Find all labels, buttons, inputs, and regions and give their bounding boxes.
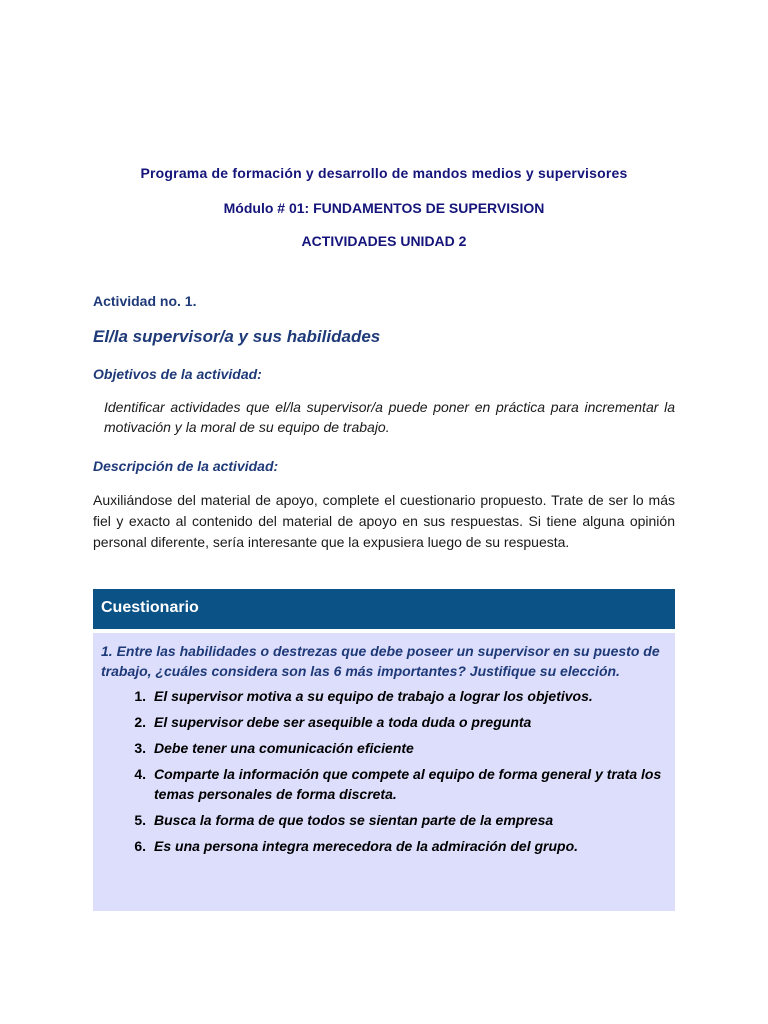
answer-text: Busca la forma de que todos se sientan parte de la empresa xyxy=(154,812,554,828)
question-text: 1. Entre las habilidades o destrezas que debe poseer un supervisor en su puesto de trabajo, ¿cuáles considera son las 6 más importantes? Justifique su elección. xyxy=(101,643,660,679)
answer-number: 5. xyxy=(134,812,146,828)
objectives-heading: Objetivos de la actividad: xyxy=(93,366,262,382)
answer-number: 4. xyxy=(134,766,146,782)
questionnaire-table xyxy=(93,589,675,911)
module-title: Módulo # 01: FUNDAMENTOS DE SUPERVISION xyxy=(223,200,545,216)
answer-item xyxy=(101,738,667,758)
answer-number: 1. xyxy=(134,688,146,704)
answer-text: Es una persona integra merecedora de la admiración del grupo. xyxy=(154,838,579,854)
answer-list xyxy=(101,686,667,856)
answer-item xyxy=(101,810,667,830)
answer-text: Comparte la información que compete al equipo de forma general y trata los temas personales de forma discreta. xyxy=(154,766,662,802)
answer-text: El supervisor debe ser asequible a toda duda o pregunta xyxy=(154,714,532,730)
unit-title: ACTIVIDADES UNIDAD 2 xyxy=(301,233,467,249)
answer-text: El supervisor motiva a su equipo de trabajo a lograr los objetivos. xyxy=(154,688,593,704)
answer-item xyxy=(101,764,667,804)
answer-number: 3. xyxy=(134,740,146,756)
answer-item xyxy=(101,836,667,856)
questionnaire-header: Cuestionario xyxy=(93,589,675,631)
description-heading: Descripción de la actividad: xyxy=(93,458,279,474)
answer-text: Debe tener una comunicación eficiente xyxy=(154,740,414,756)
objectives-text: Identificar actividades que el/la supervisor/a puede poner en práctica para incrementar la motivación y la moral de su equipo de trabajo. xyxy=(104,399,675,435)
program-title: Programa de formación y desarrollo de mandos medios y supervisores xyxy=(140,165,628,181)
description-text: Auxiliándose del material de apoyo, complete el cuestionario propuesto. Trate de ser lo más fiel y exacto al contenido del material de apoyo en sus respuestas. Si tiene alguna opinión personal diferente, sería interesante que la expusiera luego de su respuesta. xyxy=(93,492,675,550)
answer-item xyxy=(101,712,667,732)
answer-number: 6. xyxy=(134,838,146,854)
activity-label: Actividad no. 1. xyxy=(93,293,197,309)
questionnaire-body xyxy=(93,631,675,911)
activity-title: El/la supervisor/a y sus habilidades xyxy=(93,327,381,346)
answer-number: 2. xyxy=(134,714,146,730)
answer-item xyxy=(101,686,667,706)
